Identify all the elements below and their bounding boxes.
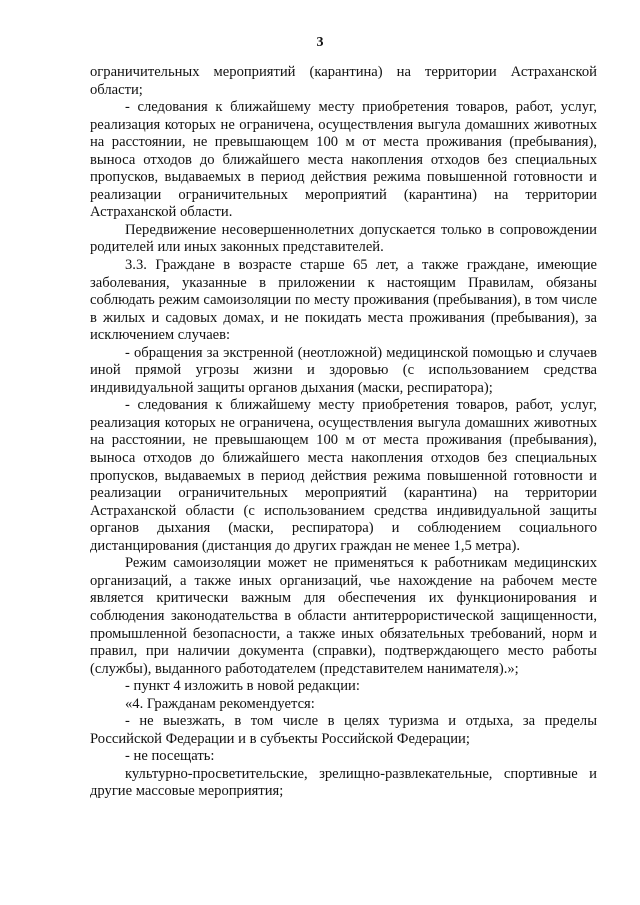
- paragraph: Передвижение несовершеннолетних допускается только в сопровождении родителей или иных законных представителей.: [90, 221, 597, 256]
- paragraph: 3.3. Граждане в возрасте старше 65 лет, а также граждане, имеющие заболевания, указанные в приложении к настоящим Правилам, обязаны соблюдать режим самоизоляции по месту проживания (пребывания), в том числе в жилых и садовых домах, и не покидать места проживания (пребывания), за исключением случаев:: [90, 257, 597, 344]
- document-body: [90, 64, 597, 801]
- paragraph: - следования к ближайшему месту приобретения товаров, работ, услуг, реализация которых не ограничена, осуществления выгула домашних животных на расстоянии, не превышающем 100 м от места проживания (пребывания), выноса отходов до ближайшего места накопления отходов без специальных пропусков, выдаваемых в период действия режима повышенной готовности и реализации ограничительных мероприятий (карантина) на территории Астраханской области (с использованием средства индивидуальной защиты органов дыхания (маски, респиратора) и соблюдением социального дистанцирования (дистанция до других граждан не менее 1,5 метра).: [90, 397, 597, 554]
- paragraph: - следования к ближайшему месту приобретения товаров, работ, услуг, реализация которых не ограничена, осуществления выгула домашних животных на расстоянии, не превышающем 100 м от места проживания (пребывания), выноса отходов до ближайшего места накопления отходов без специальных пропусков, выдаваемых в период действия режима повышенной готовности и реализации ограничительных мероприятий (карантина) на территории Астраханской области.: [90, 99, 597, 221]
- page-number: 3: [316, 35, 324, 50]
- paragraph: - не посещать:: [125, 748, 215, 765]
- paragraph: Режим самоизоляции может не применяться к работникам медицинских организаций, а также иных организаций, чье нахождение на рабочем месте является критически важным для обеспечения их функционирования и соблюдения законодательства в области антитеррористической защищенности, промышленной безопасности, а также иных обязательных требований, норм и правил, при наличии документа (справки), подтверждающего место работы (службы), выданного работодателем (представителем нанимателя).»;: [90, 555, 597, 677]
- paragraph: «4. Гражданам рекомендуется:: [125, 695, 315, 712]
- paragraph: - обращения за экстренной (неотложной) медицинской помощью и случаев иной прямой угрозы жизни и здоровью (с использованием средства индивидуальной защиты органов дыхания (маски, респиратора);: [90, 344, 597, 396]
- paragraph: - пункт 4 изложить в новой редакции:: [125, 678, 360, 695]
- paragraph: культурно-просветительские, зрелищно-развлекательные, спортивные и другие массовые мероприятия;: [90, 765, 597, 800]
- paragraph: - не выезжать, в том числе в целях туризма и отдыха, за пределы Российской Федерации и в субъекты Российской Федерации;: [90, 713, 597, 747]
- paragraph: ограничительных мероприятий (карантина) на территории Астраханской области;: [90, 64, 597, 98]
